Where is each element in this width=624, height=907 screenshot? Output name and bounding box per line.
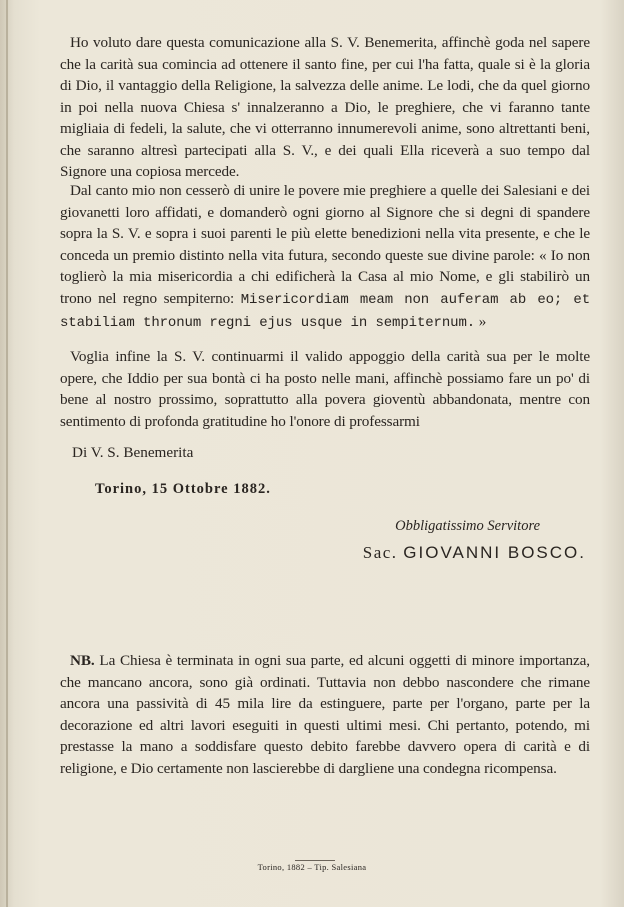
printer-imprint: Torino, 1882 – Tip. Salesiana	[257, 862, 367, 872]
latin-quote: Misericordiam meam non auferam ab eo; et stabiliam thronum regni ejus usque in sempiternum.	[60, 291, 590, 331]
letter-paragraph-2	[60, 180, 590, 335]
nota-bene-paragraph	[60, 650, 590, 779]
letter-paragraph-1: Ho voluto dare questa comunicazione alla S. V. Benemerita, affinchè goda nel sapere che la carità sua comincia ad ottenere il santo fine, per cui l'ha fatta, quale si è la gloria di Dio, il vantaggio della Religione, la salvezza delle anime. Le lodi, che da quel giorno in poi nella nuova Chiesa s' innalzeranno a Dio, le preghiere, che vi faranno tante migliaia di fedeli, la salute, che vi otterranno innumerevoli anime, sono altrettanti beni, che saranno altresì partecipati alla S. V., e dei quali Ella riceverà a suo tempo dal Signore una copiosa mercede.	[60, 34, 590, 180]
signature-title: Sac.	[362, 543, 398, 562]
letter-date: Torino, 15 Ottobre 1882.	[95, 481, 271, 497]
signature-name: GIOVANNI BOSCO.	[403, 543, 586, 562]
quote-close: »	[478, 313, 487, 330]
closing-formula: Obbligatissimo Servitore	[395, 518, 540, 534]
footer-rule	[295, 860, 335, 861]
letter-paragraph-3: Voglia infine la S. V. continuarmi il valido appoggio della carità sua per le molte opere, che Iddio per sua bontà ci ha posto nelle mani, affinchè possiamo fare un po' di bene al nostro prossimo, soprattutto alla povera gioventù abbandonata, mentre con sentimento di profonda gratitudine ho l'onore di professarmi	[60, 348, 590, 430]
nota-bene-label: NB.	[70, 652, 95, 669]
binding-edge	[6, 0, 8, 907]
show-through-texture	[240, 605, 570, 645]
greeting-line: Di V. S. Benemerita	[72, 444, 194, 461]
letter-paragraph-2-text: Dal canto mio non cesserò di unire le povere mie preghiere a quelle dei Salesiani e dei giovanetti loro affidati, e domanderò ogni giorno al Signore che si degni di spandere sopra la S. V. e sopra i suoi parenti le più elette benedizioni nella vita presente, e che le conceda un premio distinto nella vita futura, secondo queste sue divine parole: « Io non toglierò la mia misericordia a chi edificherà la Casa al mio Nome, e gli stabilirò un trono nel regno sempiterno:	[60, 182, 590, 307]
signature	[363, 543, 586, 563]
nota-bene-text: La Chiesa è terminata in ogni sua parte, ed alcuni oggetti di minore importanza, che mancano ancora, sono già ordinati. Tuttavia non debbo nascondere che rimane ancora una passività di 45 mila lire da estinguere, parte per l'organo, parte per la decorazione ed altri lavori eseguiti in questi ultimi mesi. Chi pertanto, potendo, mi prestasse la mano a soddisfare questo debito farebbe davvero opera di carità e di religione, e Dio certamente non lascierebbe di dargliene una condegna ricompensa.	[60, 652, 590, 777]
